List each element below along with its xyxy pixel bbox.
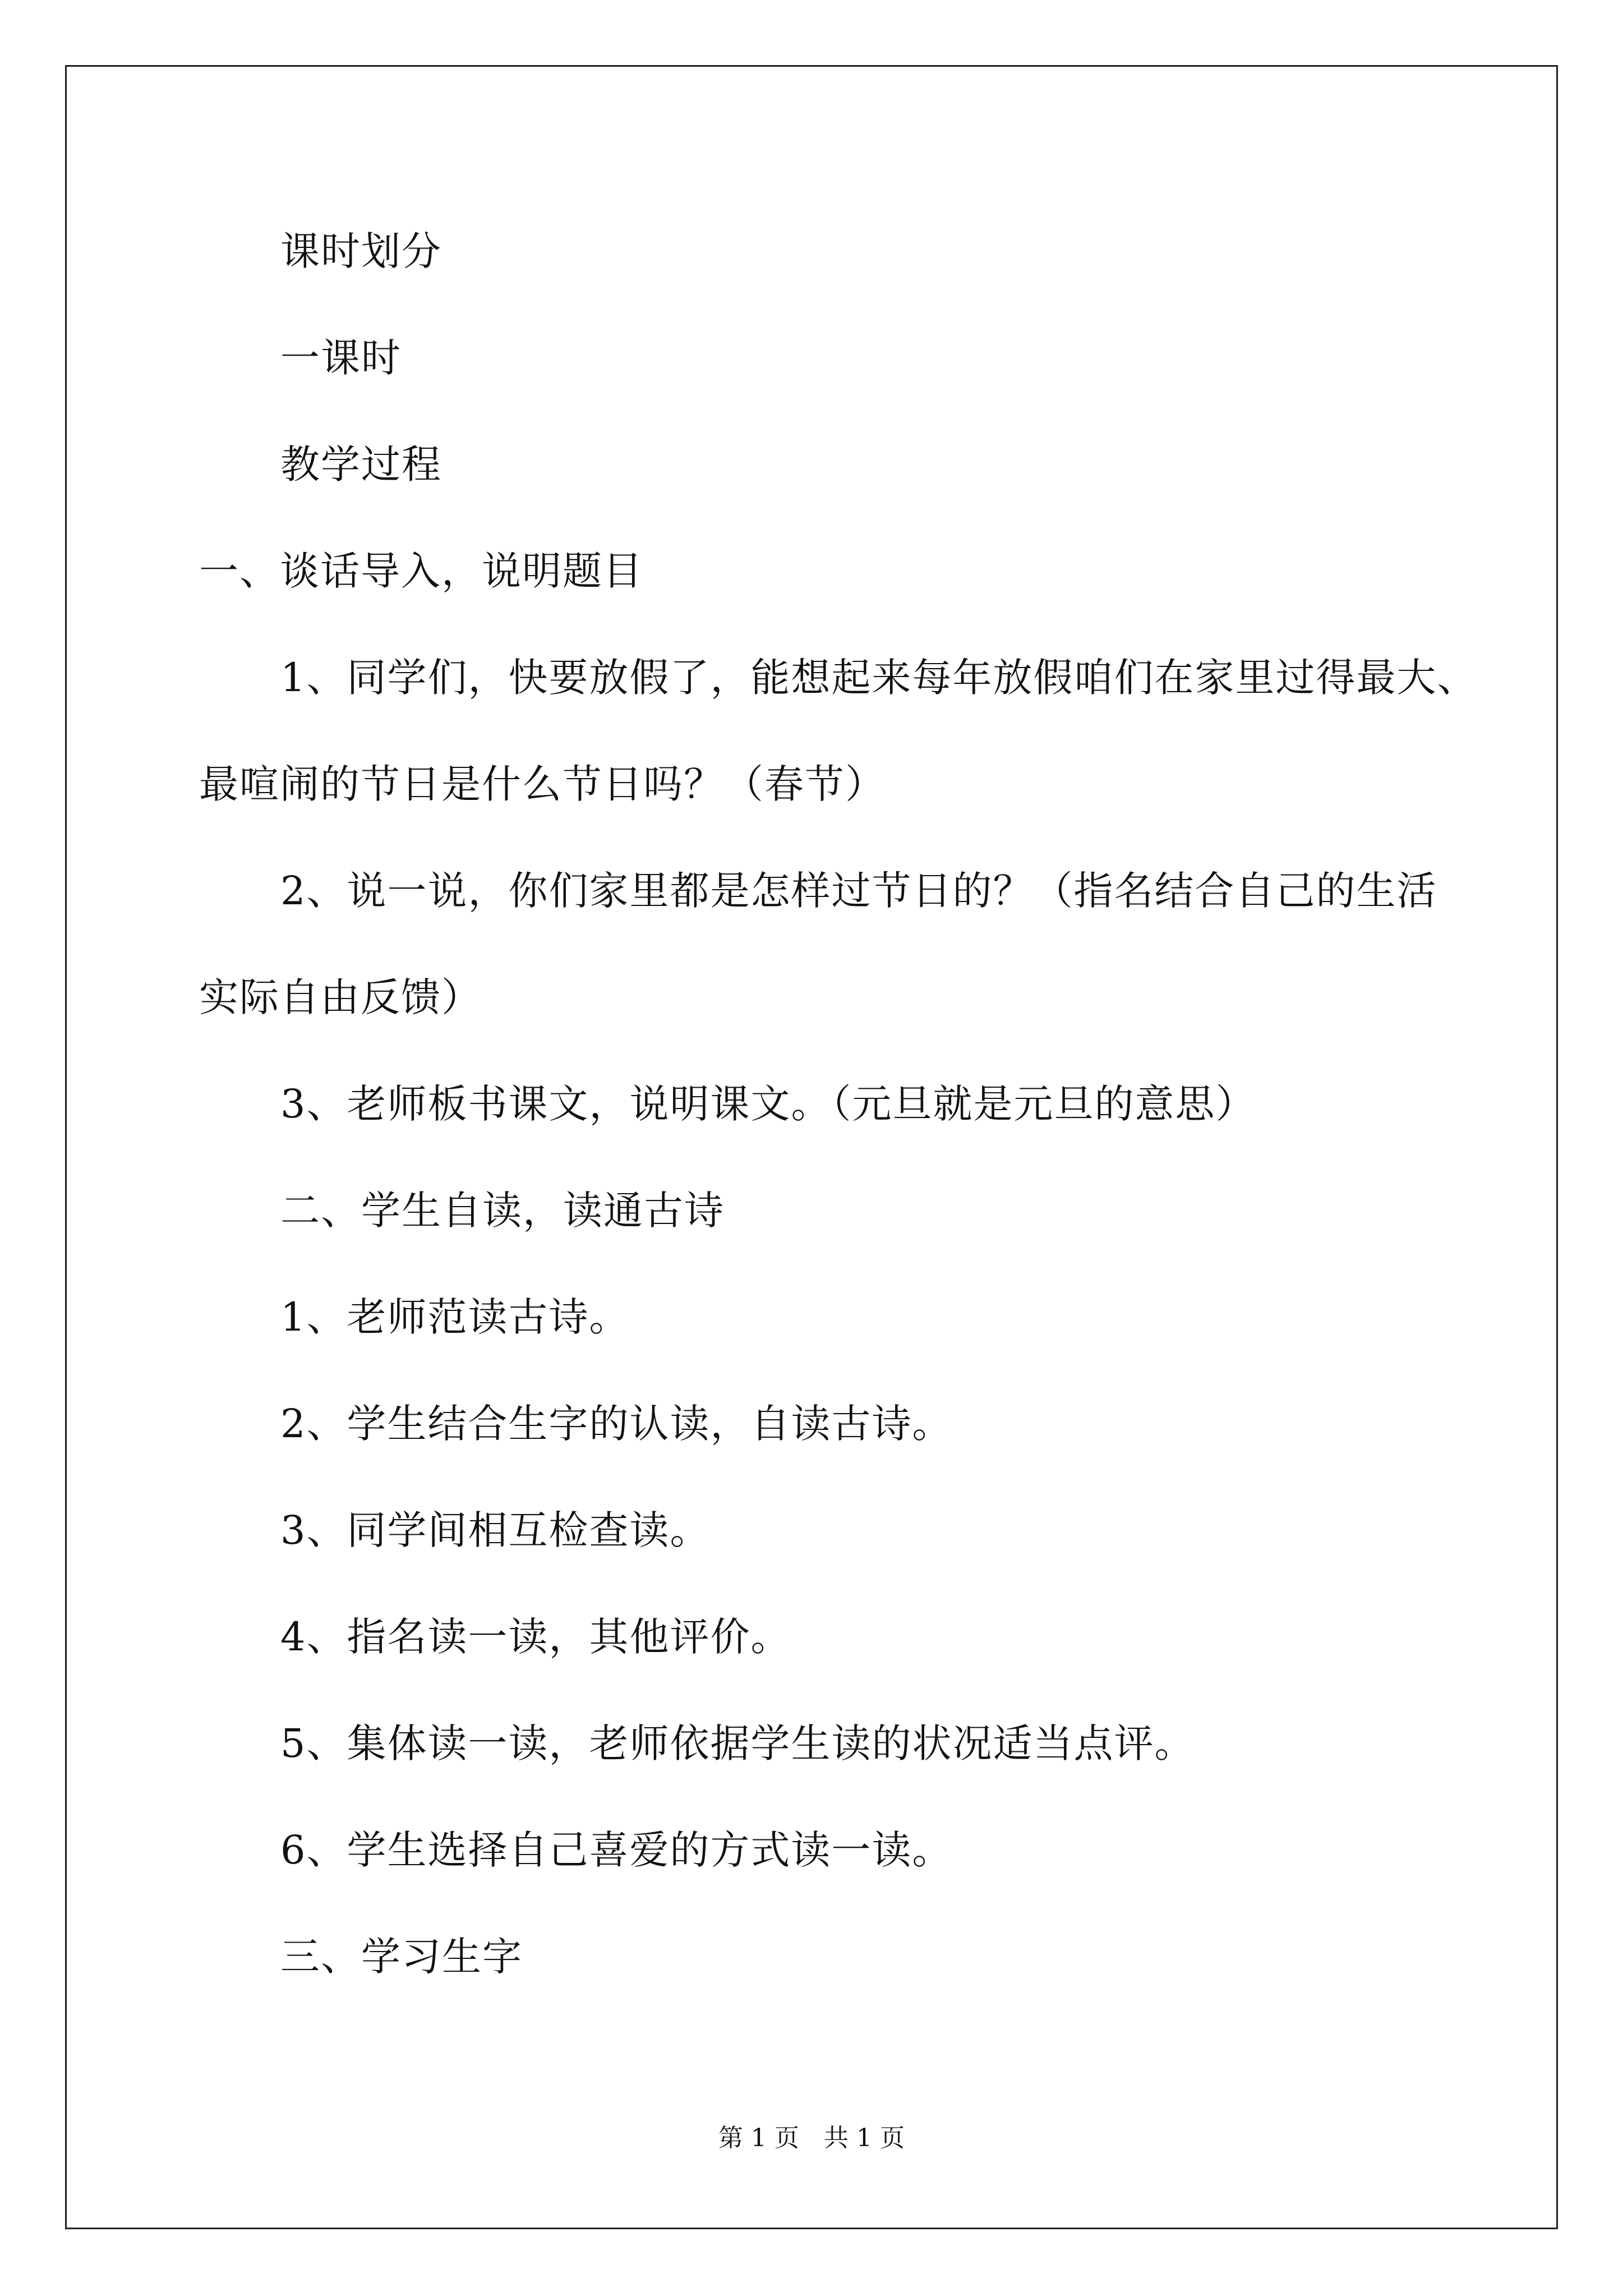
section-heading-2: 二、学生自读，读通古诗 <box>280 1188 725 1234</box>
section-heading-1: 一、谈话导入，说明题目 <box>199 548 643 594</box>
body-line-12: 2、学生结合生字的认读，自读古诗。 <box>280 1401 953 1447</box>
body-line-8: 实际自由反馈） <box>199 974 482 1020</box>
body-line-2: 一课时 <box>280 335 402 381</box>
body-line-3: 教学过程 <box>280 441 442 487</box>
body-line-7: 2、说一说，你们家里都是怎样过节日的？（指名结合自己的生活 <box>280 868 1437 914</box>
body-line-9: 3、老师板书课文，说明课文。（元旦就是元旦的意思） <box>280 1081 1256 1127</box>
body-line-1: 课时划分 <box>280 228 442 274</box>
body-line-16: 6、学生选择自己喜爱的方式读一读。 <box>280 1827 953 1873</box>
body-line-13: 3、同学间相互检查读。 <box>280 1507 711 1553</box>
body-line-11: 1、老师范读古诗。 <box>280 1294 630 1340</box>
body-line-6: 最喧闹的节日是什么节日吗？（春节） <box>199 761 886 807</box>
body-line-14: 4、指名读一读，其他评价。 <box>280 1614 791 1660</box>
page-border <box>65 65 1558 2229</box>
body-line-5: 1、同学们，快要放假了，能想起来每年放假咱们在家里过得最大、 <box>280 655 1478 701</box>
section-heading-3: 三、学习生字 <box>280 1934 523 1980</box>
page-number-footer: 第 1 页 共 1 页 <box>718 2124 905 2152</box>
body-line-15: 5、集体读一读，老师依据学生读的状况适当点评。 <box>280 1720 1195 1766</box>
